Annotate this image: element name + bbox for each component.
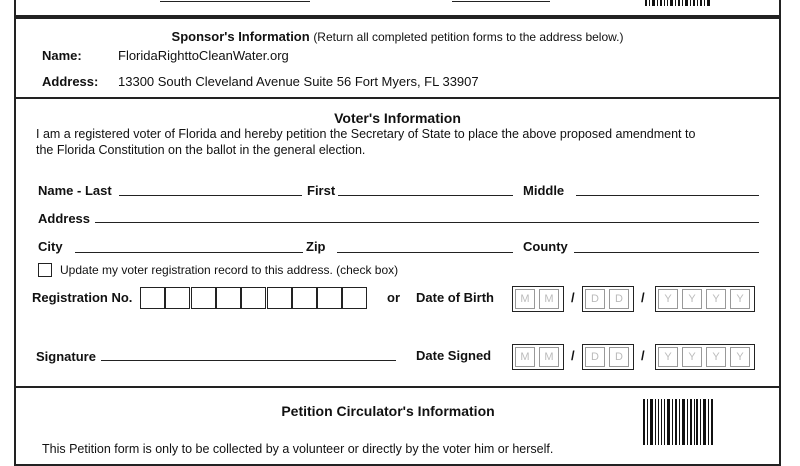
city-field[interactable] [75, 252, 303, 253]
date-signed-date-separator: / [641, 348, 645, 363]
voter-address-label: Address [38, 211, 91, 226]
dob-year-cell[interactable]: Y [730, 289, 750, 309]
date-of-birth-fields[interactable] [510, 286, 760, 314]
registration-digit-cell[interactable] [317, 287, 342, 309]
date-signed-year-group[interactable] [655, 344, 755, 370]
date-signed-month-cell[interactable]: M [515, 347, 535, 367]
date-signed-month-group[interactable] [512, 344, 564, 370]
date-signed-day-cell[interactable]: D [609, 347, 629, 367]
dob-month-group[interactable] [512, 286, 564, 312]
dob-day-cell[interactable]: D [585, 289, 605, 309]
registration-digit-cell[interactable] [267, 287, 292, 309]
circulator-heading: Petition Circulator's Information [281, 403, 495, 419]
zip-field[interactable] [337, 252, 513, 253]
registration-digit-cell[interactable] [191, 287, 216, 309]
registration-label: Registration No. [32, 290, 133, 305]
sponsor-heading: Sponsor's Information [171, 29, 310, 44]
date-signed-fields[interactable] [510, 344, 760, 372]
date-signed-label: Date Signed [416, 348, 492, 363]
date-signed-year-cell[interactable]: Y [730, 347, 750, 367]
date-signed-day-group[interactable] [582, 344, 634, 370]
first-name-label: First [307, 183, 336, 198]
dob-date-separator: / [641, 290, 645, 305]
sponsor-address-value: 13300 South Cleveland Avenue Suite 56 Fort Myers, FL 33907 [118, 74, 479, 89]
sponsor-name-label: Name: [42, 48, 82, 63]
dob-date-separator: / [571, 290, 575, 305]
dob-label: Date of Birth [416, 290, 494, 305]
date-signed-day-cell[interactable]: D [585, 347, 605, 367]
voter-address-field[interactable] [95, 222, 759, 223]
or-label: or [387, 290, 400, 305]
date-signed-year-cell[interactable]: Y [706, 347, 726, 367]
dob-day-cell[interactable]: D [609, 289, 629, 309]
voter-heading: Voter's Information [334, 110, 461, 126]
dob-year-group[interactable] [655, 286, 755, 312]
county-field[interactable] [574, 252, 759, 253]
registration-digit-cell[interactable] [140, 287, 165, 309]
city-label: City [38, 239, 63, 254]
top-field-line-1[interactable] [160, 1, 310, 2]
signature-label: Signature [36, 349, 96, 364]
dob-year-cell[interactable]: Y [682, 289, 702, 309]
name-last-field[interactable] [119, 195, 302, 196]
registration-digit-cell[interactable] [241, 287, 266, 309]
sponsor-heading-row [14, 29, 781, 44]
dob-year-cell[interactable]: Y [658, 289, 678, 309]
first-name-field[interactable] [338, 195, 513, 196]
registration-digit-cell[interactable] [342, 287, 367, 309]
barcode-icon [645, 0, 715, 6]
registration-digit-cell[interactable] [292, 287, 317, 309]
dob-month-cell[interactable]: M [539, 289, 559, 309]
voter-intro-line-2: the Florida Constitution on the ballot in the general election. [36, 143, 366, 157]
top-field-line-2[interactable] [452, 1, 550, 2]
county-label: County [523, 239, 568, 254]
signature-field[interactable] [101, 360, 396, 361]
update-record-checkbox[interactable] [38, 263, 52, 277]
circulator-body-text: This Petition form is only to be collected by a volunteer or directly by the voter him or herself. [42, 442, 554, 456]
dob-month-cell[interactable]: M [515, 289, 535, 309]
sponsor-name-value: FloridaRighttoCleanWater.org [118, 48, 289, 63]
date-signed-year-cell[interactable]: Y [658, 347, 678, 367]
barcode-icon [643, 399, 715, 445]
registration-digit-cell[interactable] [216, 287, 241, 309]
voter-intro-line-1: I am a registered voter of Florida and hereby petition the Secretary of State to place the above proposed amendment to [36, 127, 696, 141]
dob-day-group[interactable] [582, 286, 634, 312]
sponsor-address-label: Address: [42, 74, 99, 89]
date-signed-year-cell[interactable]: Y [682, 347, 702, 367]
name-last-label: Name - Last [38, 183, 112, 198]
registration-digit-cell[interactable] [165, 287, 190, 309]
registration-number-cells[interactable] [140, 287, 370, 311]
dob-year-cell[interactable]: Y [706, 289, 726, 309]
zip-label: Zip [306, 239, 326, 254]
sponsor-note: (Return all completed petition forms to the address below.) [313, 30, 624, 44]
middle-name-field[interactable] [576, 195, 759, 196]
date-signed-date-separator: / [571, 348, 575, 363]
update-record-label: Update my voter registration record to this address. (check box) [60, 263, 399, 277]
middle-name-label: Middle [523, 183, 565, 198]
date-signed-month-cell[interactable]: M [539, 347, 559, 367]
